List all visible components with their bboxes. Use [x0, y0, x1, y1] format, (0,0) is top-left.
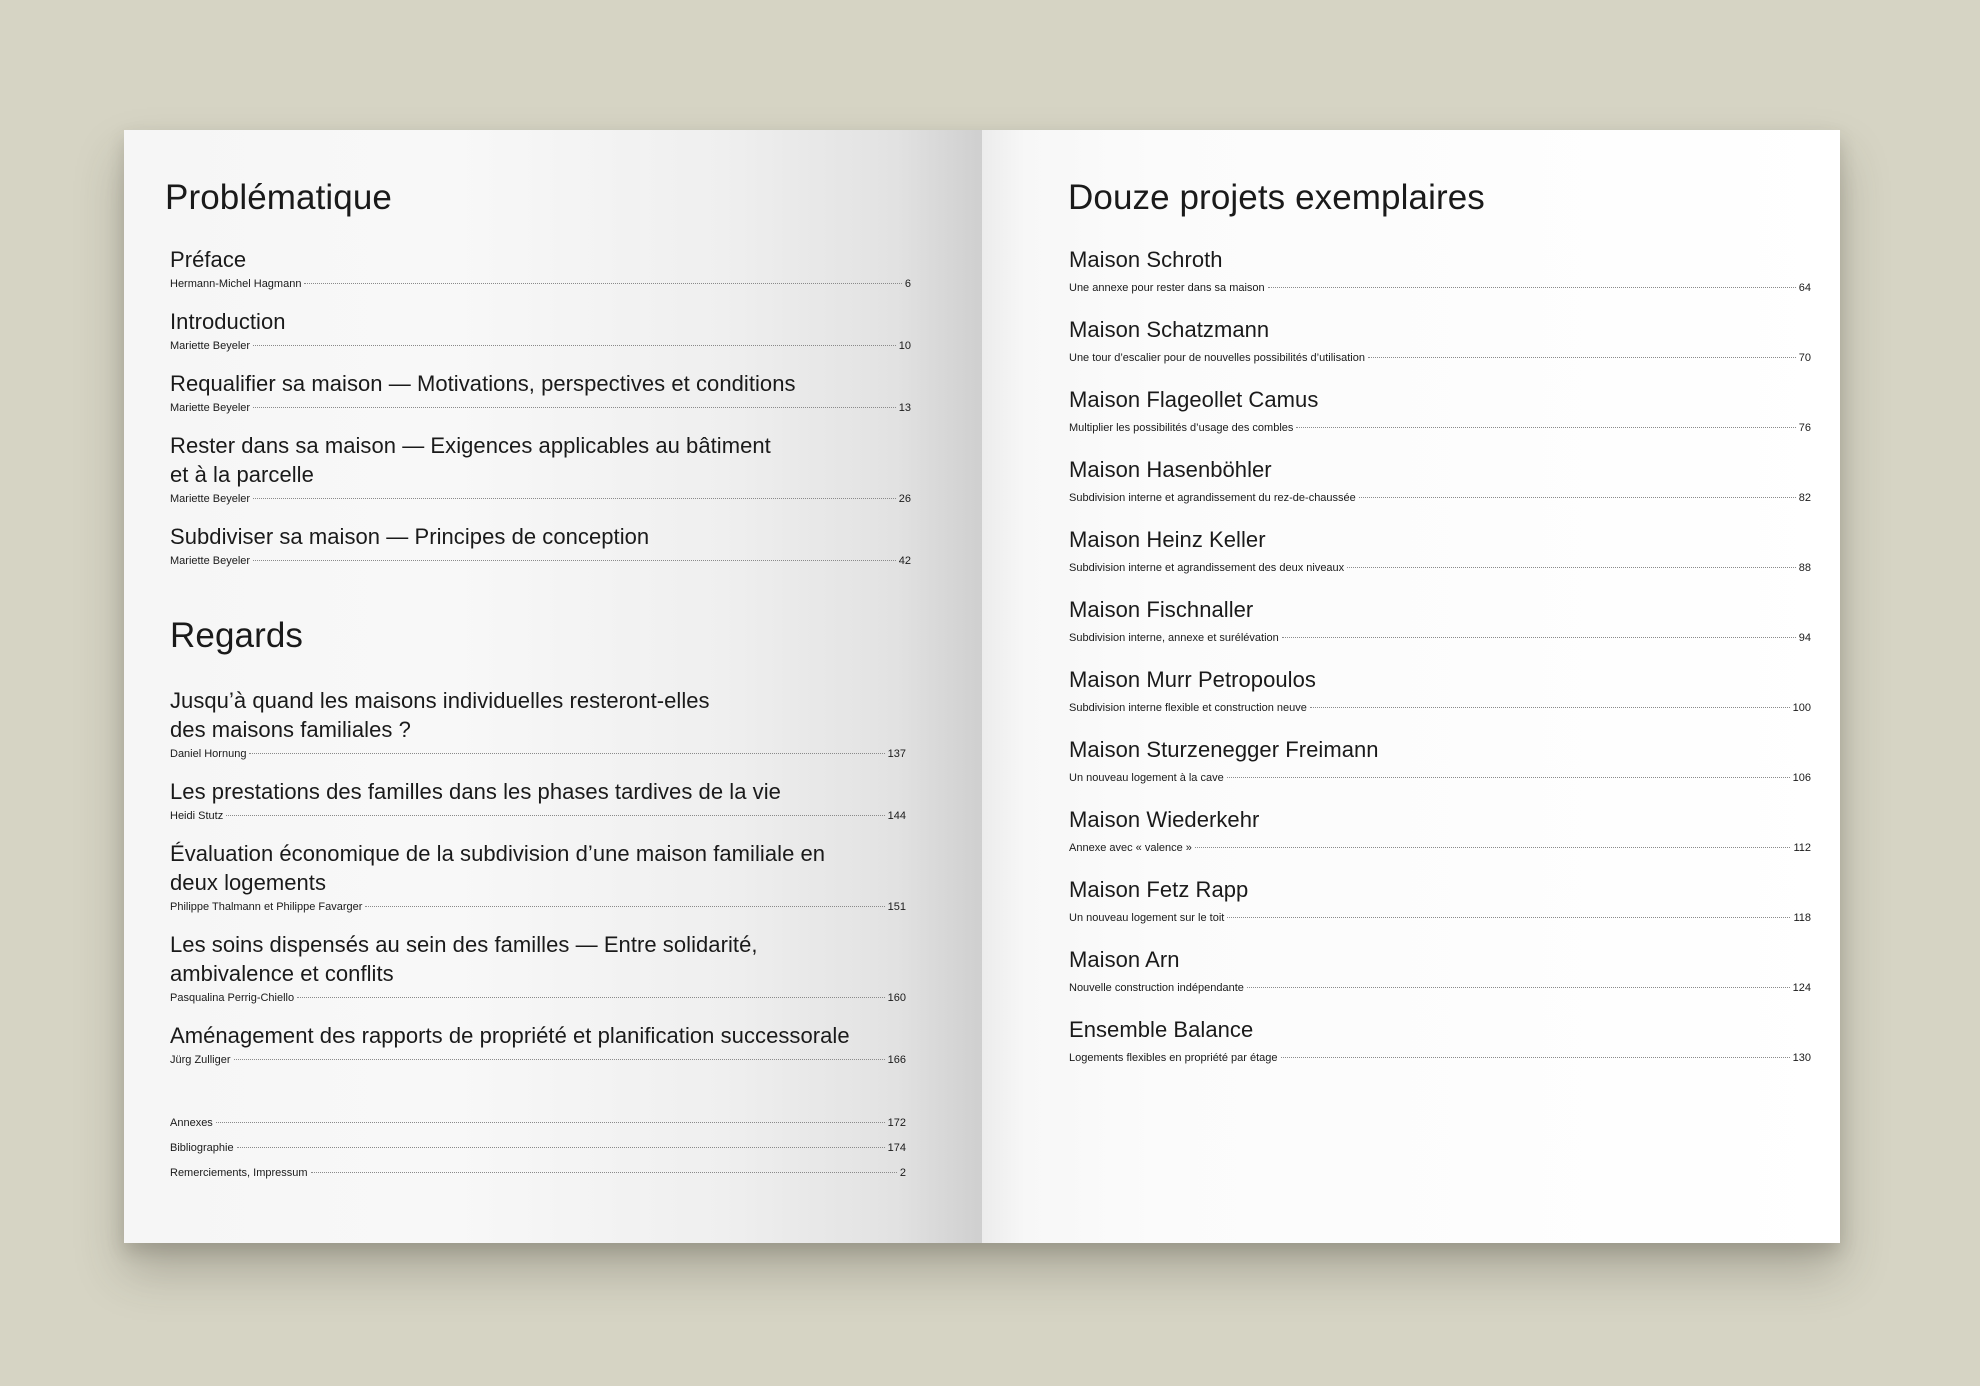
dot-leader: [253, 560, 896, 561]
dot-leader: [1227, 917, 1790, 918]
entry-description: Annexe avec « valence »: [1069, 842, 1192, 854]
entry-title: Introduction: [170, 309, 286, 334]
page-number: 130: [1792, 1052, 1811, 1064]
toc-regards: [170, 686, 906, 1083]
entry-title: Subdiviser sa maison — Principes de conception: [170, 524, 650, 549]
toc-extra-entry[interactable]: [170, 1141, 906, 1155]
toc-projets: [1069, 245, 1811, 1085]
entry-author: Pasqualina Perrig-Chiello: [170, 992, 295, 1004]
page-number: 172: [887, 1117, 906, 1129]
entry-title: Aménagement des rapports de propriété et planification successorale: [170, 1023, 850, 1048]
entry-title: Requalifier sa maison — Motivations, perspectives et conditions: [170, 371, 796, 396]
entry-title-line: des maisons familiales ?: [170, 717, 411, 742]
dot-leader: [1347, 567, 1796, 568]
toc-entry[interactable]: [170, 777, 906, 839]
extra-label: Remerciements, Impressum: [170, 1167, 308, 1179]
entry-description: Nouvelle construction indépendante: [1069, 982, 1244, 994]
left-page: [124, 130, 982, 1243]
page-number: 2: [899, 1167, 906, 1179]
entry-description: Logements flexibles en propriété par étage: [1069, 1052, 1278, 1064]
entry-description: Subdivision interne flexible et construction neuve: [1069, 702, 1307, 714]
toc-entry[interactable]: [1069, 245, 1811, 315]
dot-leader: [249, 753, 884, 754]
entry-title-line: et à la parcelle: [170, 462, 314, 487]
page-number: 144: [887, 810, 906, 822]
toc-entry[interactable]: [170, 686, 906, 777]
toc-entry[interactable]: [170, 369, 911, 431]
page-number: 124: [1792, 982, 1811, 994]
entry-author: Mariette Beyeler: [170, 555, 251, 567]
page-number: 174: [887, 1142, 906, 1154]
toc-entry[interactable]: [1069, 735, 1811, 805]
toc-entry[interactable]: [1069, 1015, 1811, 1085]
entry-author: Jürg Zulliger: [170, 1054, 231, 1066]
page-number: 42: [898, 555, 911, 567]
entry-author: Hermann-Michel Hagmann: [170, 278, 302, 290]
entry-title-line: Jusqu’à quand les maisons individuelles resteront-elles: [170, 688, 710, 713]
toc-entry[interactable]: [1069, 315, 1811, 385]
entry-title: Maison Hasenböhler: [1069, 457, 1272, 482]
page-number: 10: [898, 340, 911, 352]
dot-leader: [1247, 987, 1790, 988]
entry-title-line: deux logements: [170, 870, 327, 895]
page-number: 166: [887, 1054, 906, 1066]
entry-title: Maison Fetz Rapp: [1069, 877, 1249, 902]
dot-leader: [226, 815, 884, 816]
entry-title: Maison Heinz Keller: [1069, 527, 1266, 552]
toc-entry[interactable]: [1069, 875, 1811, 945]
toc-entry[interactable]: [1069, 665, 1811, 735]
entry-title: Maison Murr Petropoulos: [1069, 667, 1316, 692]
entry-title: Maison Flageollet Camus: [1069, 387, 1319, 412]
entry-title: Maison Schatzmann: [1069, 317, 1270, 342]
entry-description: Subdivision interne et agrandissement des deux niveaux: [1069, 562, 1345, 574]
page-number: 106: [1792, 772, 1811, 784]
entry-author: Mariette Beyeler: [170, 340, 251, 352]
dot-leader: [1227, 777, 1790, 778]
toc-extra-entry[interactable]: [170, 1166, 906, 1180]
entry-author: Mariette Beyeler: [170, 493, 251, 505]
entry-title-line: Rester dans sa maison — Exigences applicables au bâtiment: [170, 433, 771, 458]
page-number: 26: [898, 493, 911, 505]
entry-description: Multiplier les possibilités d’usage des combles: [1069, 422, 1294, 434]
dot-leader: [234, 1059, 885, 1060]
dot-leader: [311, 1172, 897, 1173]
entry-title-line: Évaluation économique de la subdivision d’une maison familiale en: [170, 841, 826, 866]
page-number: 160: [887, 992, 906, 1004]
toc-entry[interactable]: [170, 431, 911, 522]
extra-label: Annexes: [170, 1117, 213, 1129]
entry-author: Heidi Stutz: [170, 810, 224, 822]
dot-leader: [1282, 637, 1796, 638]
entry-title-line: Les soins dispensés au sein des familles — Entre solidarité,: [170, 932, 758, 957]
entry-description: Un nouveau logement sur le toit: [1069, 912, 1225, 924]
entry-description: Subdivision interne et agrandissement du rez-de-chaussée: [1069, 492, 1356, 504]
page-number: 64: [1798, 282, 1811, 294]
toc-problematique: [170, 245, 911, 584]
entry-description: Subdivision interne, annexe et surélévation: [1069, 632, 1279, 644]
toc-entry[interactable]: [1069, 595, 1811, 665]
dot-leader: [253, 345, 896, 346]
page-number: 100: [1792, 702, 1811, 714]
dot-leader: [1359, 497, 1796, 498]
dot-leader: [1268, 287, 1796, 288]
page-number: 13: [898, 402, 911, 414]
toc-extra-entry[interactable]: [170, 1116, 906, 1130]
entry-title: Les prestations des familles dans les phases tardives de la vie: [170, 779, 781, 804]
entry-description: Une annexe pour rester dans sa maison: [1069, 282, 1265, 294]
dot-leader: [216, 1122, 885, 1123]
toc-entry[interactable]: [170, 522, 911, 584]
toc-extras: [170, 1116, 906, 1191]
dot-leader: [253, 498, 896, 499]
dot-leader: [1368, 357, 1796, 358]
dot-leader: [297, 997, 885, 998]
entry-title: Maison Fischnaller: [1069, 597, 1254, 622]
entry-title: Maison Wiederkehr: [1069, 807, 1260, 832]
entry-author: Mariette Beyeler: [170, 402, 251, 414]
entry-title: Maison Schroth: [1069, 247, 1223, 272]
page-number: 137: [887, 748, 906, 760]
toc-entry[interactable]: [1069, 525, 1811, 595]
right-page: [982, 130, 1840, 1243]
page-number: 112: [1793, 842, 1811, 854]
entry-title: Maison Arn: [1069, 947, 1180, 972]
page-number: 82: [1798, 492, 1811, 504]
dot-leader: [365, 906, 884, 907]
section-title-problematique: Problématique: [165, 178, 392, 217]
entry-title: Préface: [170, 247, 247, 272]
section-title-regards: Regards: [170, 616, 303, 655]
toc-entry[interactable]: [170, 839, 906, 930]
toc-entry[interactable]: [1069, 385, 1811, 455]
page-number: 94: [1798, 632, 1811, 644]
toc-entry[interactable]: [170, 245, 911, 307]
toc-entry[interactable]: [170, 1021, 906, 1083]
toc-entry[interactable]: [1069, 455, 1811, 525]
page-number: 6: [904, 278, 911, 290]
entry-description: Une tour d’escalier pour de nouvelles possibilités d’utilisation: [1069, 352, 1365, 364]
entry-description: Un nouveau logement à la cave: [1069, 772, 1224, 784]
toc-entry[interactable]: [1069, 805, 1811, 875]
dot-leader: [237, 1147, 885, 1148]
toc-entry[interactable]: [170, 930, 906, 1021]
page-number: 76: [1798, 422, 1811, 434]
entry-author: Daniel Hornung: [170, 748, 247, 760]
book-spread: [124, 130, 1840, 1243]
dot-leader: [1195, 847, 1791, 848]
dot-leader: [1296, 427, 1795, 428]
entry-title-line: ambivalence et conflits: [170, 961, 394, 986]
page-number: 151: [887, 901, 906, 913]
toc-entry[interactable]: [170, 307, 911, 369]
entry-title: Ensemble Balance: [1069, 1017, 1254, 1042]
entry-author: Philippe Thalmann et Philippe Favarger: [170, 901, 363, 913]
dot-leader: [253, 407, 896, 408]
section-title-douze-projets: Douze projets exemplaires: [1068, 178, 1485, 217]
toc-entry[interactable]: [1069, 945, 1811, 1015]
entry-title: Maison Sturzenegger Freimann: [1069, 737, 1379, 762]
dot-leader: [1310, 707, 1790, 708]
dot-leader: [304, 283, 901, 284]
page-number: 88: [1798, 562, 1811, 574]
dot-leader: [1281, 1057, 1790, 1058]
page-number: 70: [1798, 352, 1811, 364]
extra-label: Bibliographie: [170, 1142, 234, 1154]
page-number: 118: [1793, 912, 1811, 924]
